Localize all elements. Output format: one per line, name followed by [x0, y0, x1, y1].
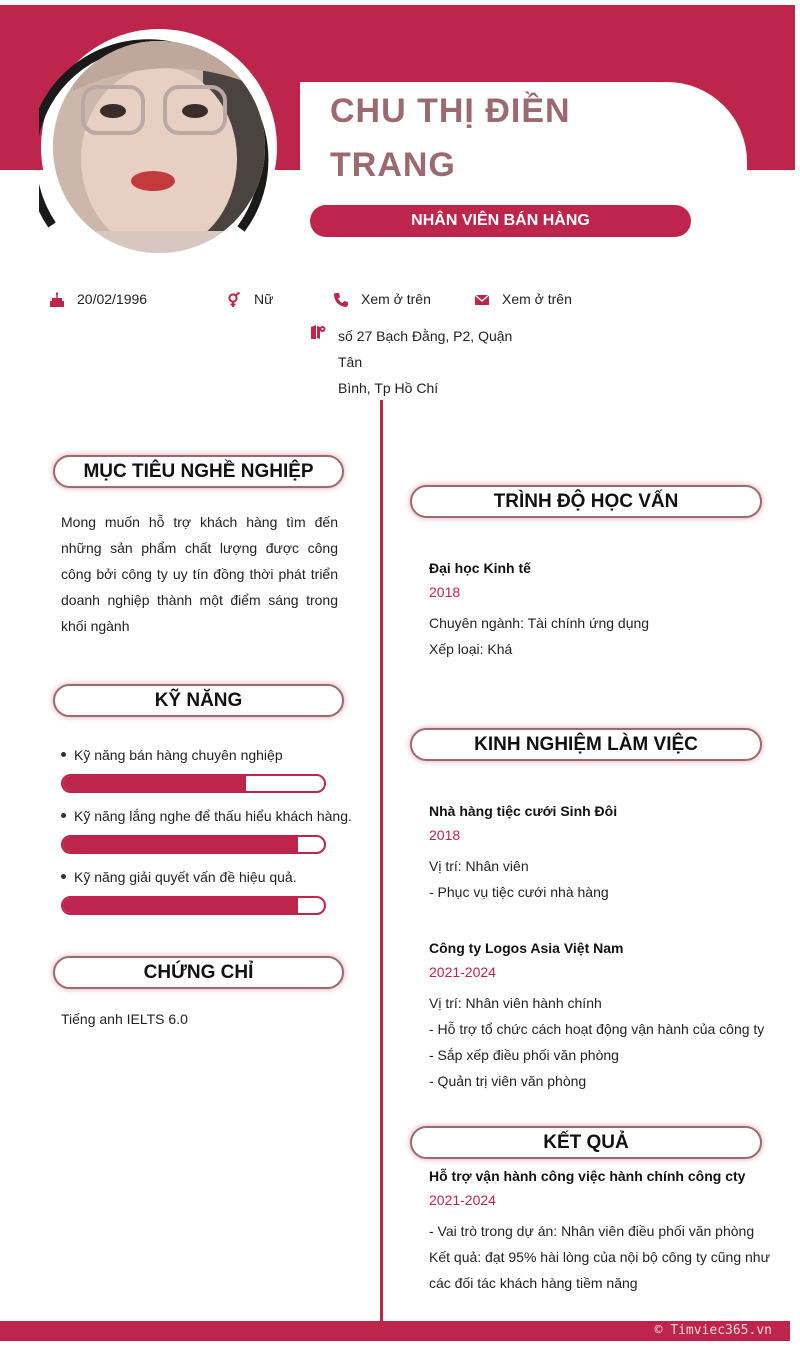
- address-info: [310, 323, 538, 401]
- job-detail: Vị trí: Nhân viên: [429, 858, 529, 874]
- bullet-icon: [61, 752, 66, 757]
- certificate-text: Tiếng anh IELTS 6.0: [61, 1011, 188, 1027]
- bullet-icon: [61, 813, 66, 818]
- skill-level-bar: [61, 896, 326, 915]
- name-line-1: CHU THỊ ĐIỀN: [330, 92, 571, 130]
- experience-heading: KINH NGHIỆM LÀM VIỆC: [410, 728, 762, 761]
- skills-heading: KỸ NĂNG: [53, 684, 344, 717]
- education-school: Đại học Kinh tế: [429, 560, 531, 576]
- job-period: 2021-2024: [429, 964, 496, 980]
- education-year: 2018: [429, 584, 461, 600]
- skill-level-fill: [63, 776, 246, 791]
- results-heading: KẾT QUẢ: [410, 1126, 762, 1159]
- address-line-1: số 27 Bạch Đằng, P2, Quận Tân: [338, 328, 513, 370]
- birthday-cake-icon: [49, 292, 65, 308]
- skill-item: [61, 747, 283, 763]
- gender-value: Nữ: [254, 291, 274, 307]
- result-detail: - Vai trò trong dự án: Nhân viên điều phối văn phòng: [429, 1223, 755, 1239]
- email-info: [474, 291, 572, 308]
- envelope-icon: [474, 292, 490, 308]
- gender-info: [226, 291, 273, 308]
- skill-level-fill: [63, 898, 298, 913]
- candidate-name: [330, 84, 730, 192]
- address-value: [338, 323, 538, 401]
- email-value: Xem ở trên: [502, 291, 572, 307]
- skill-item: [61, 808, 352, 824]
- result-project: Hỗ trợ vận hành công việc hành chính công cty: [429, 1168, 746, 1184]
- job-company: Nhà hàng tiệc cưới Sinh Đôi: [429, 803, 618, 819]
- job-company: Công ty Logos Asia Việt Nam: [429, 940, 624, 956]
- gender-icon: [226, 292, 242, 308]
- job-detail: Vị trí: Nhân viên hành chính: [429, 995, 602, 1011]
- education-detail: Xếp loại: Khá: [429, 641, 513, 657]
- footer-band: [0, 1321, 790, 1341]
- objective-text: Mong muốn hỗ trợ khách hàng tìm đến những sản phẩm chất lượng được công công bởi công ty uy tín đồng thời phát triển doanh nghiệp thành một điểm sáng trong khối ngành: [61, 514, 338, 634]
- certificates-heading: CHỨNG CHỈ: [53, 956, 344, 989]
- education-heading: TRÌNH ĐỘ HỌC VẤN: [410, 485, 762, 518]
- map-pin-icon: [310, 324, 326, 340]
- birthday-info: [49, 291, 147, 308]
- result-period: 2021-2024: [429, 1192, 496, 1208]
- objective-heading: MỤC TIÊU NGHỀ NGHIỆP: [53, 455, 344, 488]
- birthday-value: 20/02/1996: [77, 291, 148, 307]
- skill-item: [61, 869, 297, 885]
- education-detail: Chuyên ngành: Tài chính ứng dụng: [429, 615, 650, 631]
- avatar: [53, 41, 265, 253]
- name-line-2: TRANG: [330, 146, 456, 184]
- avatar-portrait: [53, 41, 265, 253]
- skill-level-bar: [61, 774, 326, 793]
- phone-icon: [333, 292, 349, 308]
- profile-photo-frame: [39, 27, 279, 267]
- job-detail: - Hỗ trợ tổ chức cách hoạt động vận hành của công ty: [429, 1021, 765, 1037]
- footer-watermark: © Timviec365.vn: [654, 1323, 772, 1338]
- job-detail: - Sắp xếp điều phối văn phòng: [429, 1047, 619, 1063]
- address-line-2: Bình, Tp Hồ Chí: [338, 380, 439, 396]
- skill-label: Kỹ năng lắng nghe để thấu hiểu khách hàng.: [74, 808, 352, 824]
- skill-label: Kỹ năng bán hàng chuyên nghiệp: [74, 747, 283, 763]
- skill-label: Kỹ năng giải quyết vấn đề hiệu quả.: [74, 869, 297, 885]
- job-title-badge: NHÂN VIÊN BÁN HÀNG: [310, 205, 691, 237]
- result-detail: các đối tác khách hàng tiềm năng: [429, 1275, 638, 1291]
- bullet-icon: [61, 874, 66, 879]
- result-detail: Kết quả: đạt 95% hài lòng của nội bộ công ty cũng như: [429, 1249, 770, 1265]
- job-detail: - Quản trị viên văn phòng: [429, 1073, 587, 1089]
- phone-info: [333, 291, 431, 308]
- column-divider: [380, 400, 383, 1322]
- skill-level-fill: [63, 837, 298, 852]
- phone-value: Xem ở trên: [361, 291, 431, 307]
- job-detail: - Phục vụ tiệc cưới nhà hàng: [429, 884, 609, 900]
- skill-level-bar: [61, 835, 326, 854]
- job-period: 2018: [429, 827, 461, 843]
